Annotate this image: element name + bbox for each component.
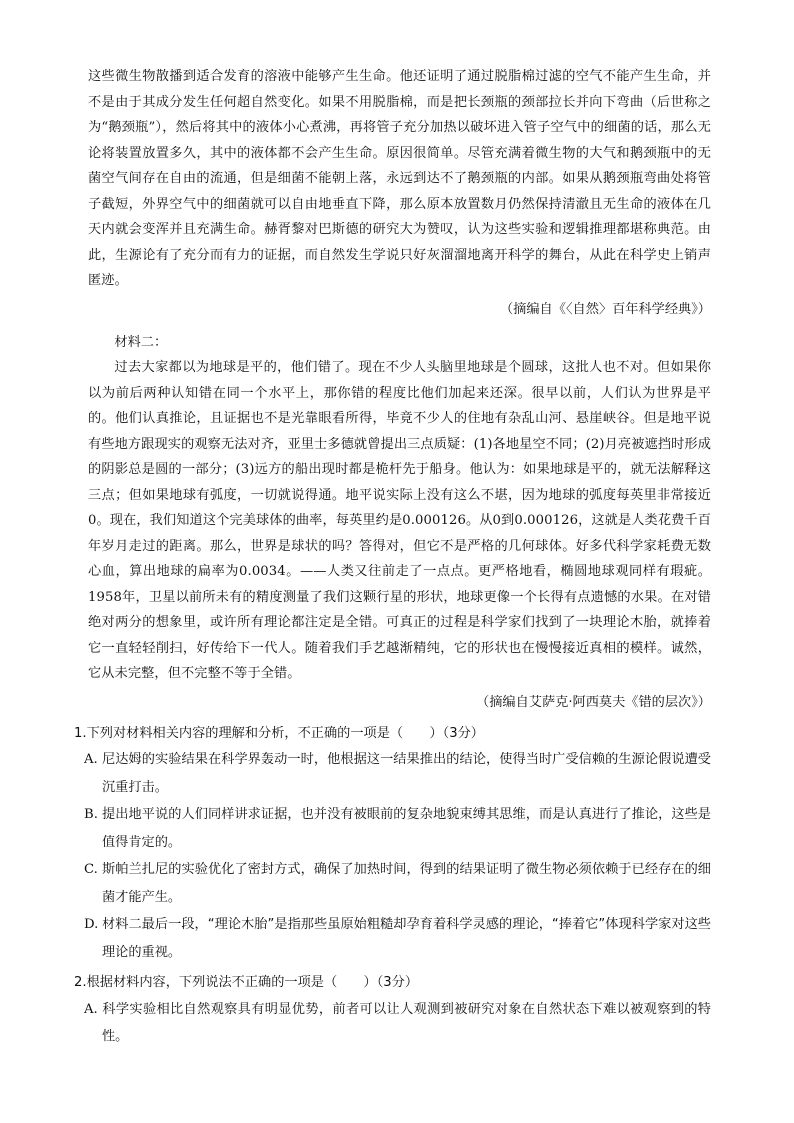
material2-heading: 材料二： [114,334,168,350]
question-1 [74,721,711,967]
question-1-option-b[interactable] [84,801,711,856]
option-text: 斯帕兰扎尼的实验优化了密封方式，确保了加热时间，得到的结果证明了微生物必须依赖于已经存在的细菌才能产生。 [102,862,711,905]
question-1-option-d[interactable] [84,911,711,966]
option-text: 材料二最后一段，“理论木胎”是指那些虽原始粗糙却孕育着科学灵感的理论，“捧着它”体现科学家对这些理论的重视。 [102,917,711,960]
option-text: 尼达姆的实验结果在科学界轰动一时，他根据这一结果推出的结论，使得当时广受信赖的生源论假说遭受沉重打击。 [102,752,711,795]
question-2 [74,970,711,1051]
option-label: A. [84,752,98,767]
question-1-stem: 1.下列对材料相关内容的理解和分析，不正确的一项是（ ）（3分） [74,725,484,741]
material2-body: 过去大家都以为地球是平的，他们错了。现在不少人头脑里地球是个圆球，这批人也不对。但如果你以为前后两种认知错在同一个水平上，那你错的程度比他们加起来还深。很早以前，人们认为世界是平的。他们认真推论，且证据也不是光靠眼看所得，毕竟不少人的住地有杂乱山河、悬崖峡谷。但是地平说有些地方跟现实的观察无法对齐，亚里士多德就曾提出三点质疑：(1)各地星空不同；(2)月亮被遮挡时形成的阴影总是圆的一部分；(3)远方的船出现时都是桅杆先于船身。他认为：如果地球是平的，就无法解释这三点；但如果地球有弧度，一切就说得通。地平说实际上没有这么不堪，因为地球的弧度每英里非常接近0。现在，我们知道这个完美球体的曲率，每英里约是0.000126。从0到0.000126，这就是人类花费千百年岁月走过的距离。那么，世界是球状的吗？答得对，但它不是严格的几何球体。好多代科学家耗费无数心血，算出地球的扁率为0.0034。——人类又往前走了一点点。更严格地看，椭圆地球观同样有瑕疵。1958年，卫星以前所未有的精度测量了我们这颗行星的形状，地球更像一个长得有点遗憾的水果。在对错绝对两分的想象里，或许所有理论都注定是全错。可真正的过程是科学家们找到了一块理论木胎，就捧着它一直轻轻削扫，好传给下一代人。随着我们手艺越渐精纯，它的形状也在慢慢接近真相的模样。诚然，它从未完整，但不完整不等于全错。 [88,360,711,681]
question-1-option-a[interactable] [84,746,711,801]
option-text: 科学实验相比自然观察具有明显优势，前者可以让人观测到被研究对象在自然状态下难以被观察到的特性。 [102,1001,711,1044]
option-label: A. [84,1001,98,1017]
question-2-stem: 2.根据材料内容，下列说法不正确的一项是（ ）（3分） [74,975,419,990]
question-2-option-a[interactable] [84,996,711,1051]
option-label: B. [84,807,98,822]
exam-page [74,64,711,1051]
material2-source: （摘编自艾萨克·阿西莫夫《错的层次》） [476,694,711,710]
question-1-option-c[interactable] [84,856,711,911]
material1-source: （摘编自《〈自然〉百年科学经典》） [500,301,711,317]
option-label: D. [84,917,99,932]
option-text: 提出地平说的人们同样讲求证据，也并没有被眼前的复杂地貌束缚其思维，而是认真进行了推论，这些是值得肯定的。 [102,807,711,850]
material1-continuation: 这些微生物散播到适合发育的溶液中能够产生生命。他还证明了通过脱脂棉过滤的空气不能产生生命，并不是由于其成分发生任何超自然变化。如果不用脱脂棉，而是把长颈瓶的颈部拉长并向下弯曲（后世称之为“鹅颈瓶”），然后将其中的液体小心煮沸，再将管子充分加热以破坏进入管子空气中的细菌的话，那么无论将装置放置多久，其中的液体都不会产生生命。原因很简单。尽管充满着微生物的大气和鹅颈瓶中的无菌空气间存在自由的流通，但是细菌不能朝上落，永远到达不了鹅颈瓶的内部。如果从鹅颈瓶弯曲处将管子截短，外界空气中的细菌就可以自由地垂直下降，那么原本放置数月仍然保持清澈且无生命的液体在几天内就会变浑并且充满生命。赫胥黎对巴斯德的研究大为赞叹，认为这些实验和逻辑推理都堪称典范。由此，生源论有了充分而有力的证据，而自然发生学说只好灰溜溜地离开科学的舞台，从此在科学史上销声匿迹。 [88,69,711,288]
option-label: C. [84,862,98,877]
